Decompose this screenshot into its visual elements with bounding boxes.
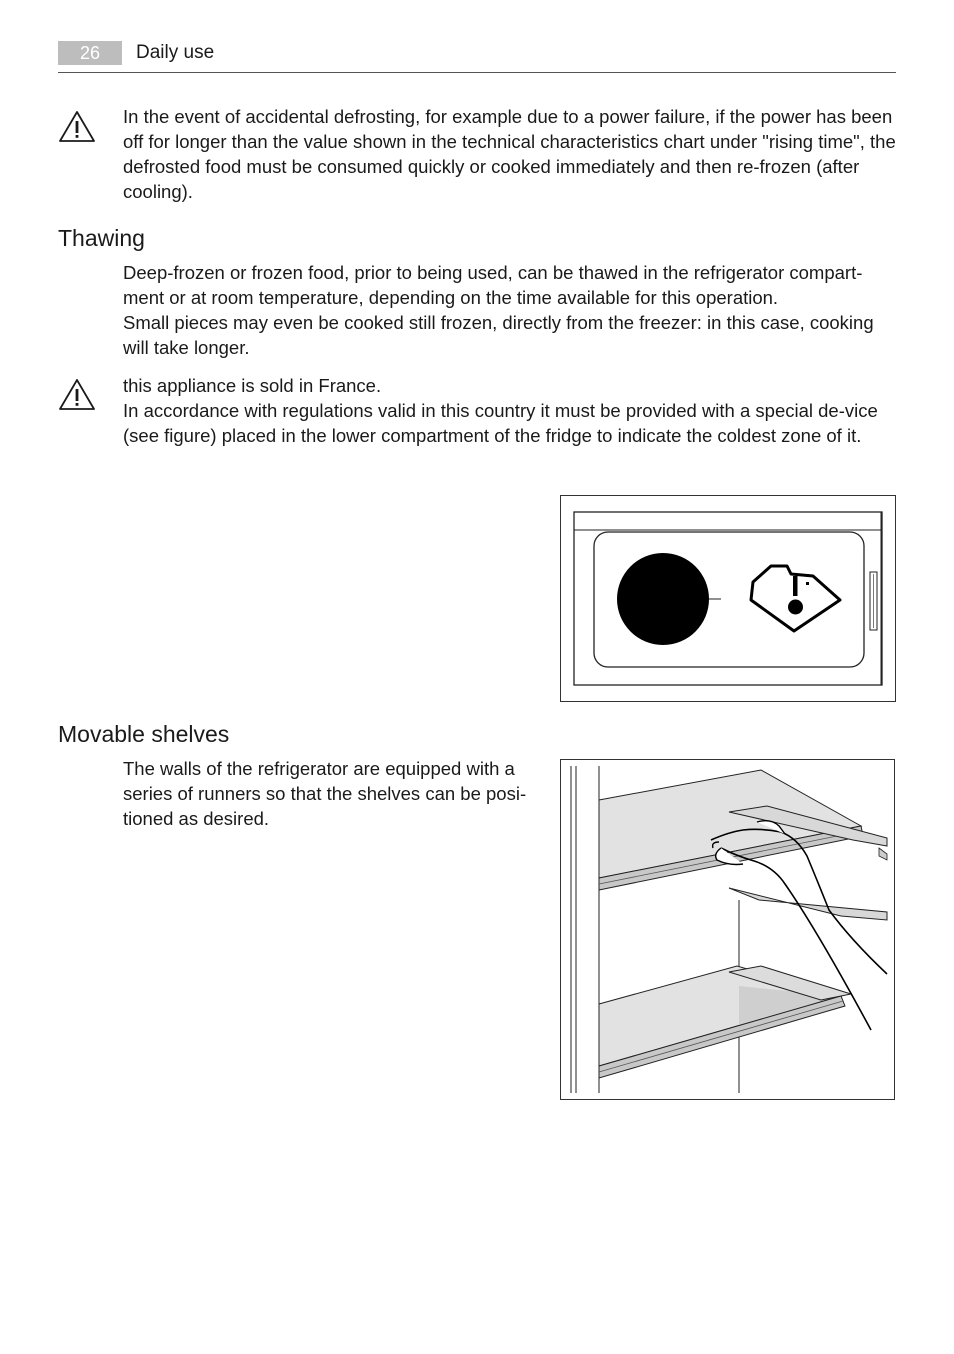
movable-shelves-text: The walls of the refrigerator are equipped with a series of runners so that the shelves can be posi-tioned as desired. — [123, 758, 527, 829]
page-header — [58, 40, 896, 73]
france-warning-line-1: this appliance is sold in France. — [123, 375, 382, 396]
warning-triangle-icon — [58, 378, 96, 412]
hand-lifting-shelf-icon — [561, 760, 894, 1099]
warning-triangle-icon — [58, 110, 96, 144]
page-number: 26 — [58, 41, 122, 65]
thawing-heading: Thawing — [58, 225, 145, 251]
coldest-zone-indicator-figure — [560, 495, 896, 702]
defrost-warning-text: In the event of accidental defrosting, for example due to a power failure, if the power has been off for longer than the value shown in the technical characteristics chart under "rising time", the defrosted food must be consumed quickly or cooked immediately and then re-frozen (after cooling). — [123, 106, 896, 202]
france-warning-line-2: In accordance with regulations valid in this country it must be provided with a special de-vice (see figure) placed in the lower compartment of the fridge to indicate the coldest zone of it. — [123, 400, 878, 446]
movable-shelves-heading: Movable shelves — [58, 721, 230, 747]
coldest-zone-symbol-icon — [561, 496, 895, 701]
shelves-figure — [560, 759, 895, 1100]
thawing-paragraph-1: Deep-frozen or frozen food, prior to being used, can be thawed in the refrigerator compart-ment or at room temperature, depending on the time available for this operation. — [123, 262, 863, 308]
section-title: Daily use — [136, 42, 215, 63]
thawing-paragraph-2: Small pieces may even be cooked still frozen, directly from the freezer: in this case, cooking will take longer. — [123, 312, 874, 358]
